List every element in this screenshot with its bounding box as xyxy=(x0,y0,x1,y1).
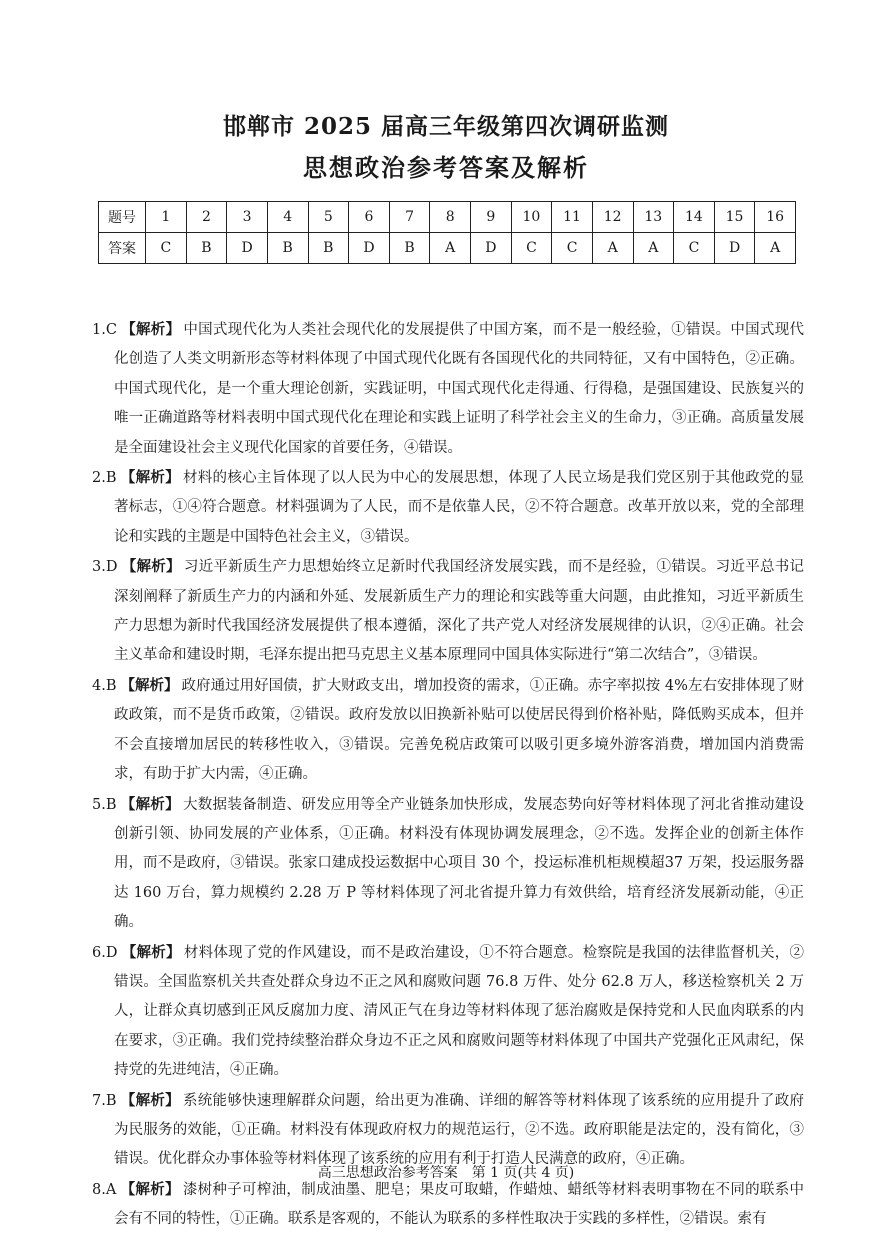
answer-cell: B xyxy=(186,233,227,264)
analysis-tag: 【解析】 xyxy=(120,676,179,694)
answer-cell: B xyxy=(308,233,349,264)
question-number-cell: 1 xyxy=(146,202,187,233)
answer-cell: D xyxy=(349,233,390,264)
question-number-cell: 12 xyxy=(592,202,633,233)
row-label-number: 题号 xyxy=(99,202,146,233)
item-text: 中国式现代化为人类社会现代化的发展提供了中国方案，而不是一般经验，①错误。中国式现代化创造了人类文明新形态等材料体现了中国式现代化既有各国现代化的共同特征，又有中国特色，②正确。中国式现代化，是一个重大理论创新，实践证明，中国式现代化走得通、行得稳，是强国建设、民族复兴的唯一正确道路等材料表明中国式现代化在理论和实践上证明了科学社会主义的生命力，③正确。高质量发展是全面建设社会主义现代化国家的首要任务，④错误。 xyxy=(114,322,804,456)
question-number-cell: 9 xyxy=(471,202,512,233)
page-footer: 高三思想政治参考答案 第 1 页(共 4 页) xyxy=(317,1165,575,1181)
answer-cell: C xyxy=(511,233,552,264)
analysis-tag: 【解析】 xyxy=(120,1180,180,1198)
item-number-answer: 5.B xyxy=(92,796,117,813)
question-number-cell: 11 xyxy=(552,202,593,233)
explanation-list xyxy=(92,315,804,1235)
item-number-answer: 1.C xyxy=(92,322,117,338)
answer-cell: A xyxy=(430,233,471,264)
answer-cell: A xyxy=(592,233,633,264)
analysis-tag: 【解析】 xyxy=(121,558,181,576)
analysis-tag: 【解析】 xyxy=(120,469,180,487)
analysis-tag: 【解析】 xyxy=(121,943,181,961)
item-text: 材料的核心主旨体现了以人民为中心的发展思想，体现了人民立场是我们党区别于其他政党的显著标志，①④符合题意。材料强调为了人民，而不是依靠人民，②不符合题意。改革开放以来，党的全部理论和实践的主题是中国特色社会主义，③错误。 xyxy=(114,470,804,545)
item-number-answer: 2.B xyxy=(92,470,117,487)
explanation-item xyxy=(92,1175,804,1235)
answer-cell: D xyxy=(714,233,755,264)
question-number-cell: 4 xyxy=(267,202,308,233)
item-number-answer: 4.B xyxy=(92,677,117,694)
item-text: 系统能够快速理解群众问题，给出更为准确、详细的解答等材料体现了该系统的应用提升了政府为民服务的效能，①正确。材料没有体现政府权力的规范运行，②不选。政府职能是法定的，没有简化，③错误。优化群众办事体验等材料体现了该系统的应用有利于打造人民满意的政府，④正确。 xyxy=(114,1092,804,1168)
answer-cell: B xyxy=(389,233,430,264)
answer-cell: C xyxy=(674,233,715,264)
question-number-cell: 16 xyxy=(755,202,796,233)
analysis-tag: 【解析】 xyxy=(120,321,181,338)
answer-table xyxy=(98,201,796,264)
document-subtitle: 思想政治参考答案及解析 xyxy=(303,153,589,182)
answer-cell: C xyxy=(146,233,187,264)
question-number-cell: 2 xyxy=(186,202,227,233)
question-number-cell: 10 xyxy=(511,202,552,233)
answer-cell: A xyxy=(755,233,796,264)
analysis-tag: 【解析】 xyxy=(120,795,180,813)
document-title: 邯郸市 2025 届高三年级第四次调研监测 xyxy=(222,113,670,140)
item-number-answer: 3.D xyxy=(92,559,118,576)
explanation-item xyxy=(92,463,804,552)
analysis-tag: 【解析】 xyxy=(120,1091,180,1109)
question-number-cell: 7 xyxy=(389,202,430,233)
question-number-cell: 14 xyxy=(674,202,715,233)
answer-table-answer-row xyxy=(99,233,796,264)
answer-cell: C xyxy=(552,233,593,264)
answer-cell: B xyxy=(267,233,308,264)
item-text: 习近平新质生产力思想始终立足新时代我国经济发展实践，而不是经验，①错误。习近平总书记深刻阐释了新质生产力的内涵和外延、发展新质生产力的理论和实践等重大问题，由此推知，习近平新质生产力思想为新时代我国经济发展提供了根本遵循，深化了共产党人对经济发展规律的认识，②④正确。社会主义革命和建设时期，毛泽东提出把马克思主义基本原理同中国具体实际进行“第二次结合”，③错误。 xyxy=(114,559,805,664)
question-number-cell: 8 xyxy=(430,202,471,233)
row-label-answer: 答案 xyxy=(99,233,146,264)
explanation-item xyxy=(92,315,804,463)
question-number-cell: 5 xyxy=(308,202,349,233)
item-number-answer: 8.A xyxy=(92,1181,117,1198)
item-number-answer: 6.D xyxy=(92,944,118,961)
question-number-cell: 13 xyxy=(633,202,674,233)
item-number-answer: 7.B xyxy=(92,1092,117,1109)
explanation-item xyxy=(92,938,804,1086)
question-number-cell: 15 xyxy=(714,202,755,233)
item-text: 材料体现了党的作风建设，而不是政治建设，①不符合题意。检察院是我国的法律监督机关，②错误。全国监察机关共查处群众身边不正之风和腐败问题 76.8 万件、处分 62.8 万人，移送检察机关 2 万人，让群众真切感到正风反腐加力度、清风正气在身边等材料体现了惩治腐败是保持党和人民血肉联系的内在要求，③正确。我们党持续整治群众身边不正之风和腐败问题等材料体现了中国共产党强化正风肃纪，保持党的先进纯洁，④正确。 xyxy=(114,944,805,1079)
item-text: 大数据装备制造、研发应用等全产业链条加快形成，发展态势向好等材料体现了河北省推动建设创新引领、协同发展的产业体系，①正确。材料没有体现协调发展理念，②不选。发挥企业的创新主体作用，而不是政府，③错误。张家口建成投运数据中心项目 30 个，投运标准机柜规模超37 万架，投运服务器达 160 万台，算力规模约 2.28 万 P 等材料体现了河北省提升算力有效供给，培育经济发展新动能，④正确。 xyxy=(114,796,804,931)
explanation-item xyxy=(92,671,804,790)
question-number-cell: 3 xyxy=(227,202,268,233)
question-number-cell: 6 xyxy=(349,202,390,233)
answer-cell: D xyxy=(227,233,268,264)
explanation-item xyxy=(92,552,804,671)
explanation-item xyxy=(92,790,804,938)
item-text: 漆树种子可榨油，制成油墨、肥皂；果皮可取蜡，作蜡烛、蜡纸等材料表明事物在不同的联系中会有不同的特性，①正确。联系是客观的，不能认为联系的多样性取决于实践的多样性，②错误。索有 xyxy=(114,1181,805,1228)
answer-cell: D xyxy=(471,233,512,264)
answer-cell: A xyxy=(633,233,674,264)
answer-table-number-row xyxy=(99,202,796,233)
item-text: 政府通过用好国债，扩大财政支出，增加投资的需求，①正确。赤字率拟按 4%左右安排体现了财政政策，而不是货币政策，②错误。政府发放以旧换新补贴可以使居民得到价格补贴，降低购买成本，但并不会直接增加居民的转移性收入，③错误。完善免税店政策可以吸引更多境外游客消费，增加国内消费需求，有助于扩大内需，④正确。 xyxy=(114,677,805,783)
